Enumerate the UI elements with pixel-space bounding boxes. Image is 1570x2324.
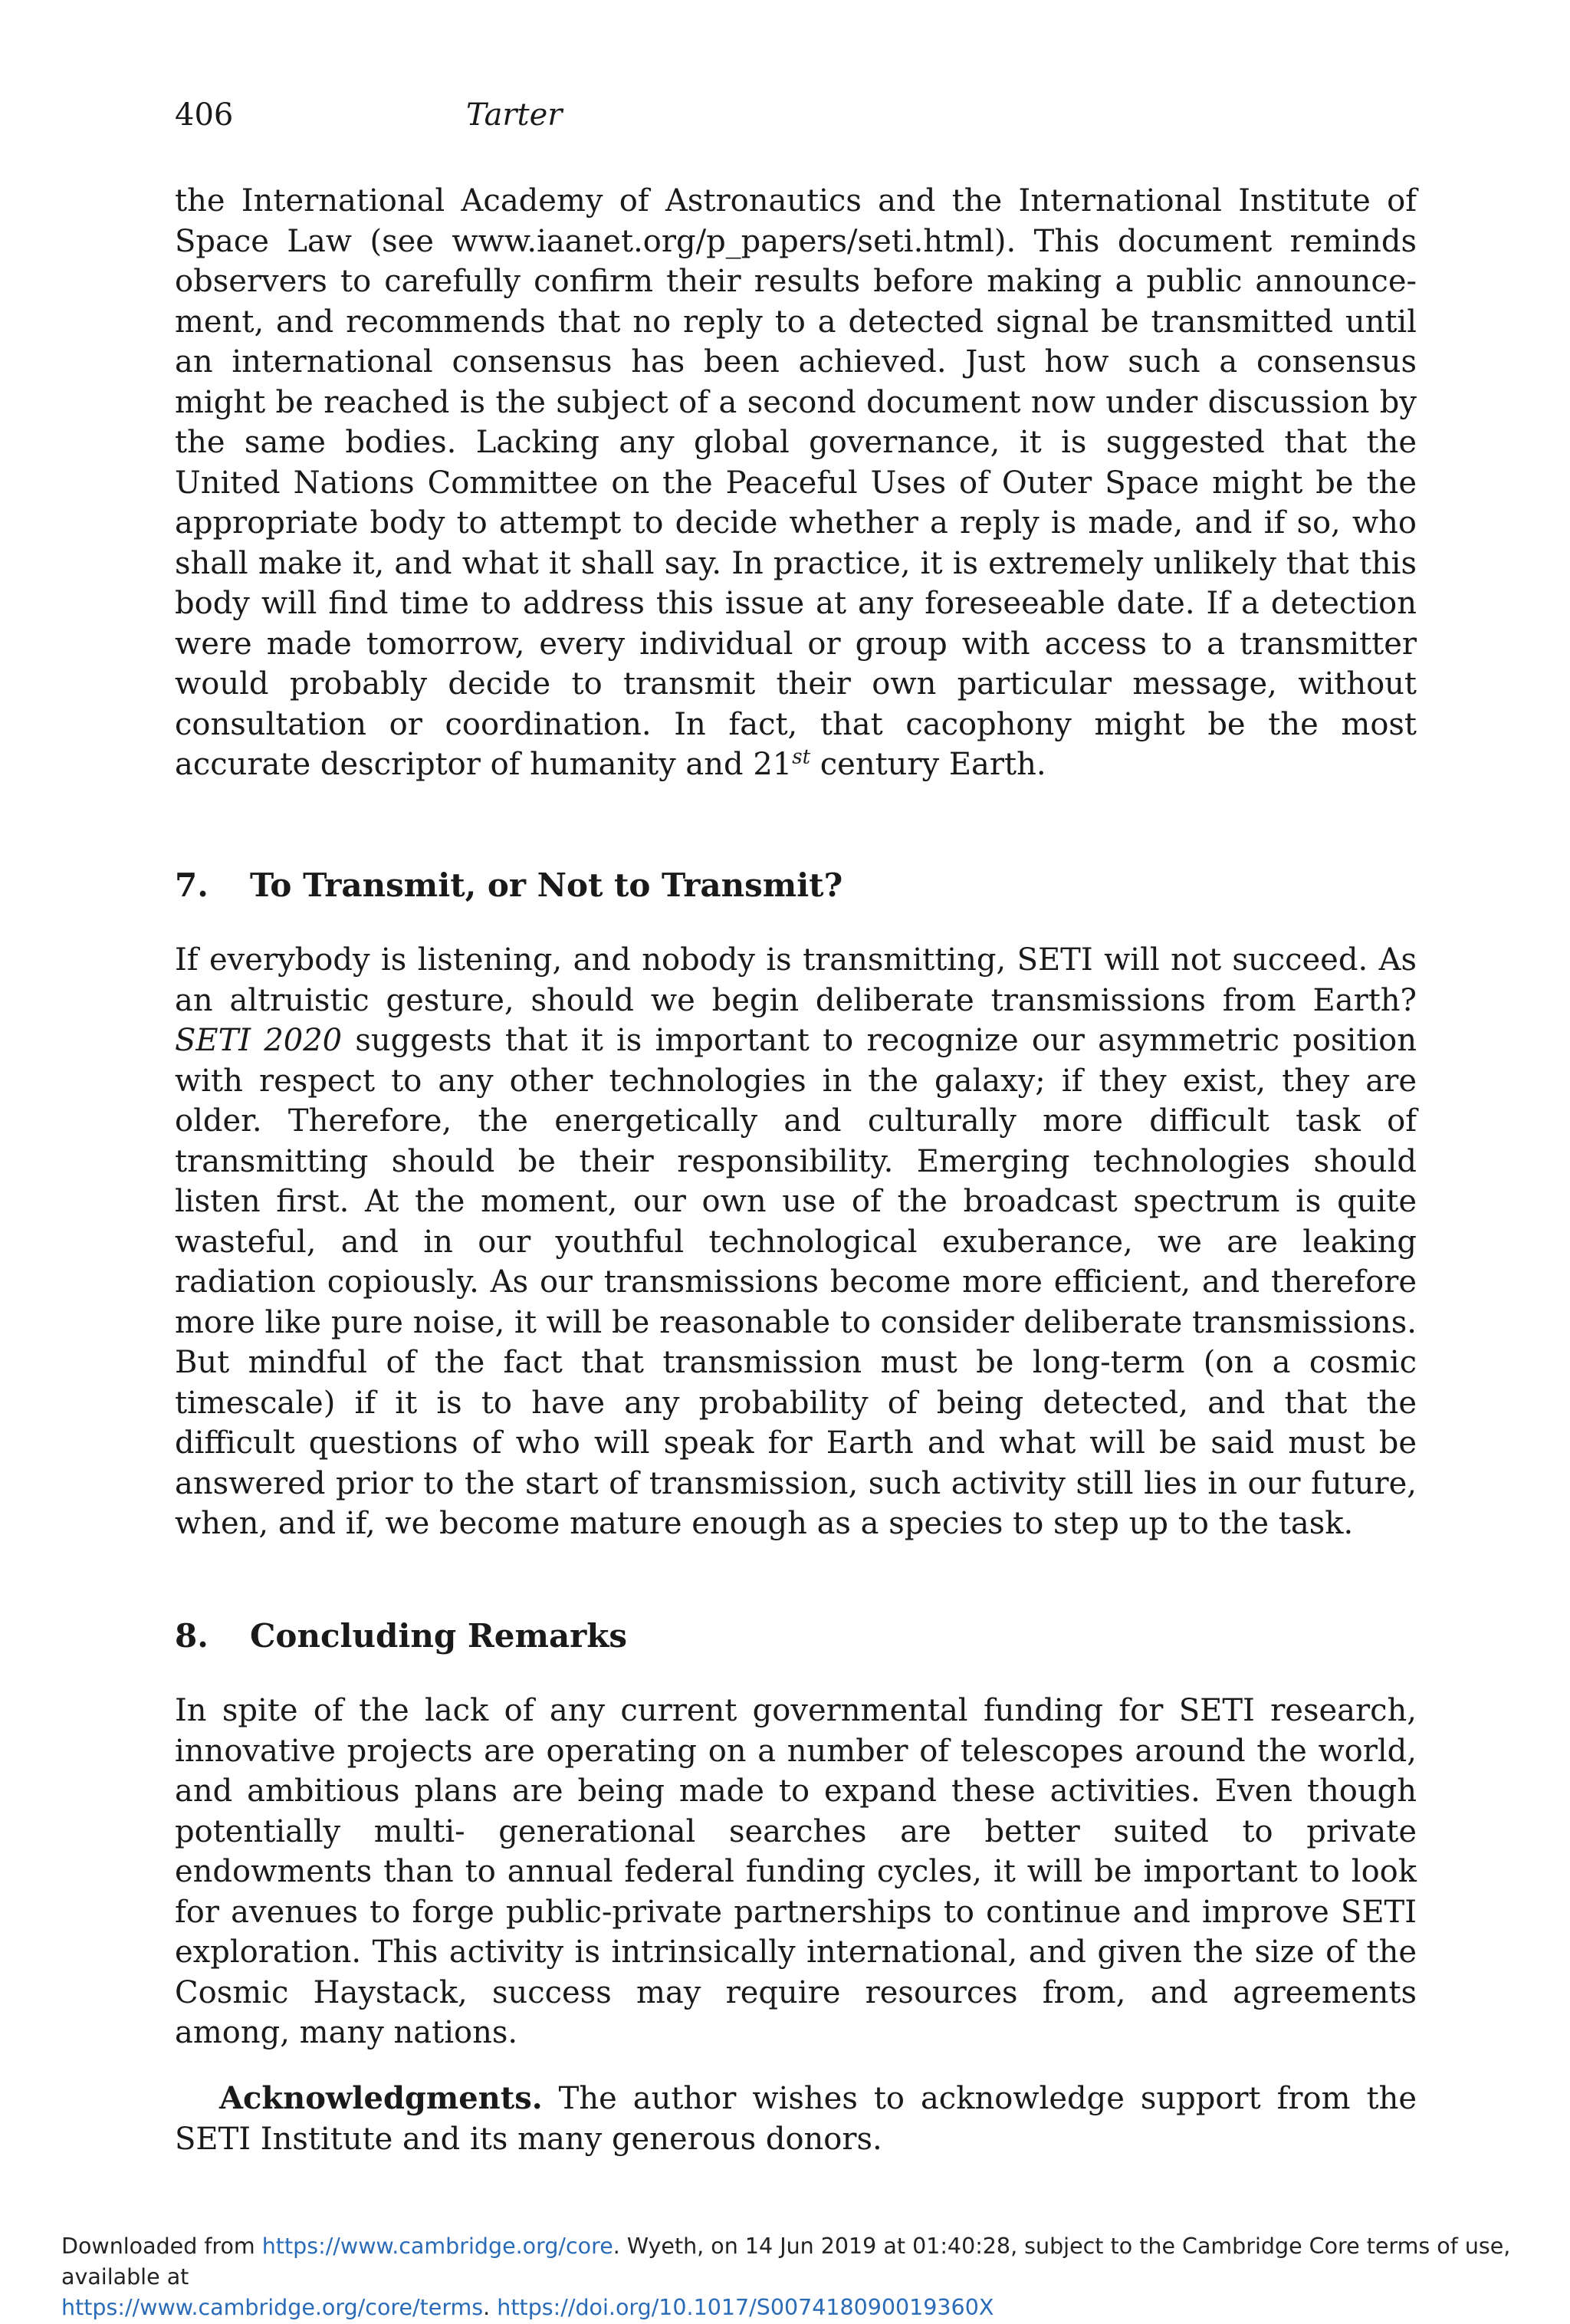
terms-link[interactable]: https://www.cambridge.org/core/terms bbox=[61, 2295, 484, 2320]
running-head: Tarter bbox=[466, 97, 563, 133]
section-8-number: 8. bbox=[175, 1617, 209, 1655]
intro-paragraph bbox=[175, 181, 1417, 785]
footer-downloaded-from: Downloaded from bbox=[61, 2234, 262, 2259]
section-7-paragraph-start: If everybody is listening, and nobody is transmitting, SETI will not succeed. As an altruistic gesture, should we begin deliberate transmissions from Earth? bbox=[175, 942, 1417, 1018]
section-7-title: To Transmit, or Not to Transmit? bbox=[250, 866, 843, 904]
section-7-heading bbox=[175, 863, 1417, 909]
page-header bbox=[175, 92, 1417, 138]
acknowledgments-paragraph bbox=[175, 2079, 1417, 2159]
section-7-paragraph bbox=[175, 940, 1417, 1544]
section-7-paragraph-rest: suggests that it is important to recognize our asymmetric position with respect to any other technologies in the galaxy; if they exist, they are older. Therefore, the energetically and culturally more difficult task of transmitting should be their responsibility. Emerging technologies should listen first. At the moment, our own use of the broadcast spectrum is quite wasteful, and in our youthful technological exuberance, we are leaking radiation copiously. As our transmissions become more efficient, and therefore more like pure noise, it will be reasonable to consider deliberate transmissions. But mindful of the fact that transmission must be long-term (on a cosmic timescale) if it is to have any probability of being detected, and that the difficult questions of who will speak for Earth and what will be said must be answered prior to the start of transmission, such activity still lies in our future, when, and if, we become mature enough as a species to step up to the task. bbox=[175, 1023, 1417, 1541]
download-footer bbox=[61, 2231, 1518, 2323]
doi-link[interactable]: https://doi.org/10.1017/S007418090019360X bbox=[497, 2295, 994, 2320]
seti-2020-italic: SETI 2020 bbox=[175, 1023, 343, 1058]
superscript-st: st bbox=[792, 745, 811, 769]
section-8-title: Concluding Remarks bbox=[250, 1617, 628, 1655]
page-number: 406 bbox=[175, 97, 234, 133]
acknowledgments-heading: Acknowledgments. bbox=[219, 2080, 543, 2116]
footer-separator: . bbox=[483, 2295, 498, 2320]
footer-middle-text: . Wyeth, on 14 Jun 2019 at 01:40:28, subject to the Cambridge Core terms of use, available at bbox=[61, 2234, 1511, 2289]
core-link[interactable]: https://www.cambridge.org/core bbox=[261, 2234, 613, 2259]
intro-paragraph-text: the International Academy of Astronautics and the International Institute of Space Law (see www.iaanet.org/p_papers/seti.html). This document reminds observers to carefully confirm their results before making a public announcement, and recommends that no reply to a detected signal be transmitted until an international consensus has been achieved. Just how such a consensus might be reached is the subject of a second document now under discussion by the same bodies. Lacking any global governance, it is suggested that the United Nations Committee on the Peaceful Uses of Outer Space might be the appropriate body to attempt to decide whether a reply is made, and if so, who shall make it, and what it shall say. In practice, it is extremely unlikely that this body will find time to address this issue at any foreseeable date. If a detection were made tomorrow, every individual or group with access to a transmitter would probably decide to transmit their own particular message, without consultation or coordination. In fact, that cacophony might be the most accurate descriptor of humanity and 21 bbox=[175, 183, 1417, 782]
section-8-heading bbox=[175, 1613, 1417, 1659]
intro-paragraph-end: century Earth. bbox=[810, 747, 1046, 782]
acknowledgments-text: The author wishes to acknowledge support from the SETI Institute and its many generous donors. bbox=[175, 2081, 1417, 2157]
section-7-number: 7. bbox=[175, 866, 209, 904]
section-8-paragraph bbox=[175, 1691, 1417, 2053]
section-8-paragraph-text: In spite of the lack of any current governmental funding for SETI research, innovative projects are operating on a number of telescopes around the world, and ambitious plans are being made to expand these activities. Even though potentially multi- generational searches are better suited to private endowments than to annual federal funding cycles, it will be important to look for avenues to forge public-private partnerships to continue and improve SETI exploration. This activity is intrinsically international, and given the size of the Cosmic Haystack, success may require resources from, and agreements among, many nations. bbox=[175, 1693, 1417, 2050]
